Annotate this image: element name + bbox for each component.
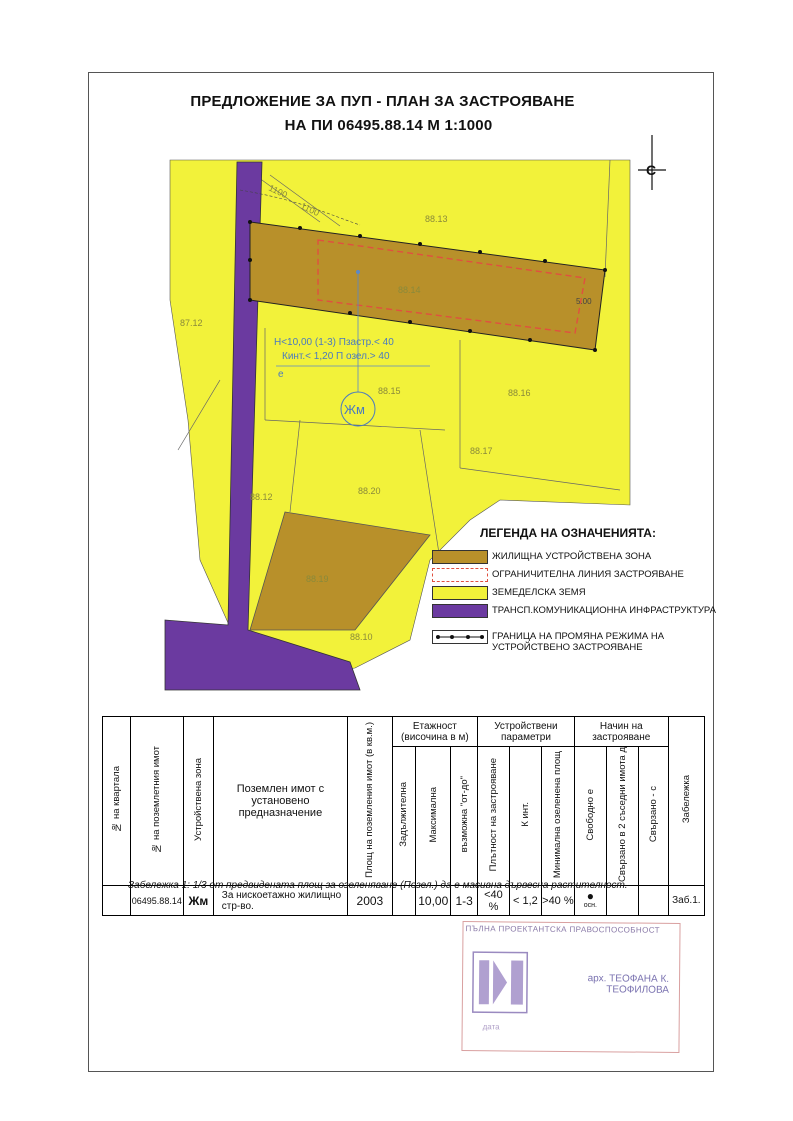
filled-circle-icon: ●	[586, 888, 594, 903]
parcel-label: 88.20	[358, 486, 381, 496]
leader-dot	[356, 270, 360, 274]
header-free: Свободно е	[574, 747, 606, 886]
title-line-1: ПРЕДЛОЖЕНИЕ ЗА ПУП - ПЛАН ЗА ЗАСТРОЯВАНЕ	[190, 93, 575, 110]
footnote: Забележка 1: 1/3 от предвидената площ за озеленяване (Позел.) да е масивна дървесна растителност.	[128, 880, 628, 891]
cell-notes: Заб.1.	[668, 886, 704, 916]
legend-swatch	[432, 586, 488, 600]
cell-zone: Жм	[183, 886, 213, 916]
north-label: С	[646, 162, 657, 178]
cell-floors-range: 1-3	[451, 886, 478, 916]
legend-swatch	[432, 550, 488, 564]
parcel-label: 88.19	[306, 574, 329, 584]
stamp-date: дата	[482, 1022, 500, 1032]
parcel-label: 88.16	[508, 388, 531, 398]
params-line-1: H<10,00 (1-3) Пзастр.< 40	[274, 337, 394, 348]
stamp-logo-icon	[471, 948, 532, 1019]
stamp-name: арх. ТЕОФАНА К. ТЕОФИЛОВА	[587, 973, 670, 996]
cell-linked	[638, 886, 668, 916]
parcel-label: 88.12	[250, 492, 273, 502]
header-floors-group: Етажност (височина в м)	[392, 717, 477, 747]
free-sub-label: осн.	[583, 901, 597, 909]
contour-label: 1100	[299, 200, 321, 218]
header-density: Плътност на застрояване	[477, 747, 509, 886]
header-area: Площ на поземления имот (в кв.м.)	[348, 717, 393, 886]
header-floors-range: възможна "от-до"	[451, 747, 478, 886]
header-params-group: Устройствени параметри	[477, 717, 574, 747]
parcel-label: 88.13	[425, 214, 448, 224]
cell-parcel: 06495.88.14	[130, 886, 183, 916]
cell-green: >40 %	[541, 886, 574, 916]
cell-purpose: За нискоетажно жилищно стр-во.	[213, 886, 347, 916]
parcel-label: 87.12	[180, 318, 203, 328]
header-parcel: № на поземлетния имот	[130, 717, 183, 886]
legend-boundary-icon	[432, 630, 488, 644]
dimension-label: 5.00	[576, 297, 592, 306]
header-floors-max: Максимална	[416, 747, 451, 886]
cell-density: <40 %	[477, 886, 509, 916]
header-linked2: Свързано в 2 съседни имота д	[606, 747, 638, 886]
legend-label: ЗЕМЕДЕЛСКА ЗЕМЯ	[492, 587, 586, 598]
header-green: Минимална озеленена площ	[541, 747, 574, 886]
legend-swatch	[432, 604, 488, 618]
header-floors-mandatory: Задължителна	[392, 747, 415, 886]
parcel-label: 88.10	[350, 632, 373, 642]
title-line-2: НА ПИ 06495.88.14 М 1:1000	[284, 117, 493, 134]
params-line-3: е	[278, 369, 284, 380]
header-linked: Свързано - с	[638, 747, 668, 886]
header-purpose: Поземлен имот с установено предназначение	[213, 717, 347, 886]
header-kint: К инт.	[509, 747, 541, 886]
stamp-header: ПЪЛНА ПРОЕКТАНТСКА ПРАВОСПОСОБНОСТ	[465, 924, 660, 935]
parcel-label: 88.15	[378, 386, 401, 396]
cell-block	[103, 886, 131, 916]
parcel-label: 88.17	[470, 446, 493, 456]
cell-kint: < 1,2	[509, 886, 541, 916]
header-zone: Устройствена зона	[183, 717, 213, 886]
parcel-label: 88.14	[398, 285, 421, 295]
legend-label: ЖИЛИЩНА УСТРОЙСТВЕНА ЗОНА	[492, 551, 652, 562]
zone-code: Жм	[344, 402, 365, 417]
header-block: № на квартала	[103, 717, 131, 886]
legend-label: ГРАНИЦА НА ПРОМЯНА РЕЖИМА НА УСТРОЙСТВЕНО ЗАСТРОЯВАНЕ	[492, 631, 665, 653]
legend-swatch	[432, 568, 488, 582]
header-notes: Забележка	[668, 717, 704, 886]
legend-label: ОГРАНИЧИТЕЛНА ЛИНИЯ ЗАСТРОЯВАНЕ	[492, 569, 684, 580]
cell-floors-max: 10,00	[416, 886, 451, 916]
contour-label: 1100	[267, 182, 289, 200]
header-mode-group: Начин на застрояване	[574, 717, 668, 747]
legend-label: ТРАНСП.КОМУНИКАЦИОННА ИНФРАСТРУКТУРА	[492, 605, 716, 616]
legend-title: ЛЕГЕНДА НА ОЗНАЧЕНИЯТА:	[480, 526, 656, 540]
params-line-2: Кинт.< 1,20 П озел.> 40	[282, 351, 390, 362]
cell-area: 2003	[348, 886, 393, 916]
designer-stamp	[461, 921, 680, 1053]
